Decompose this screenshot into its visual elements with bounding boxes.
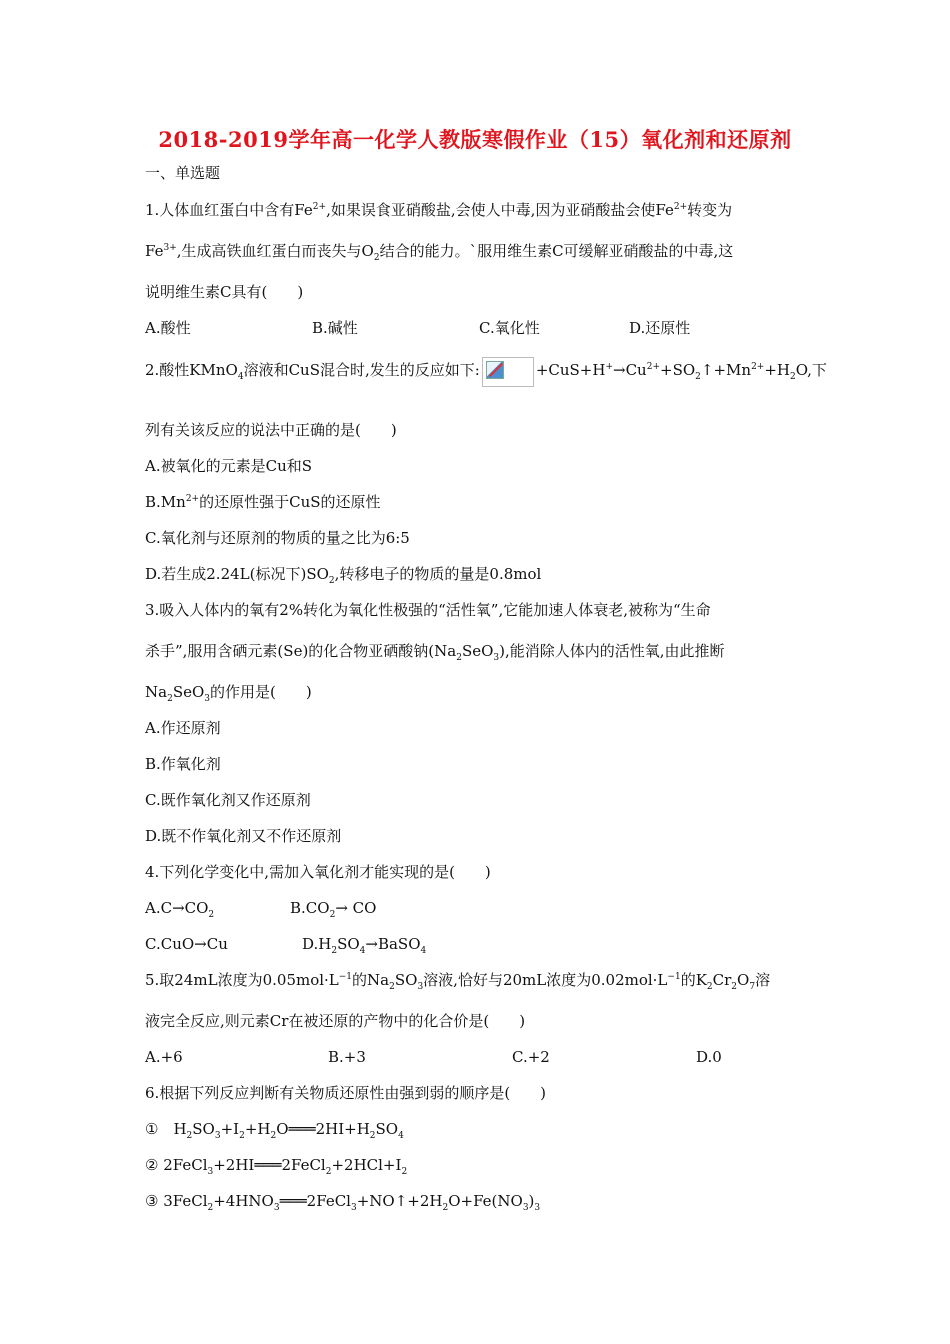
q2-line2: 列有关该反应的说法中正确的是( ) — [145, 421, 397, 439]
q1-option-b: B.碱性 — [312, 319, 358, 337]
q6-reaction-1: ① $H_2SO_3+I_2+H_2O═══2HI+H_2SO_4$ — [145, 1120, 404, 1141]
q1-line3: 说明维生素C具有( ) — [145, 283, 304, 301]
q2-option-a: A.被氧化的元素是Cu和S — [145, 457, 313, 475]
q3-line3: $Na_2SeO_3$的作用是( ) — [145, 683, 312, 704]
q1-option-d: D.还原性 — [629, 319, 691, 337]
q5-option-c: C.+2 — [512, 1048, 550, 1066]
q6-reaction-3: ③ $3FeCl_2+4HNO_3═══2FeCl_3+NO↑+2H_2O+Fe(NO_3)_3$ — [145, 1192, 541, 1213]
q3-option-d: D.既不作氧化剂又不作还原剂 — [145, 827, 342, 845]
q4-line1: 4.下列化学变化中,需加入氧化剂才能实现的是( ) — [145, 863, 491, 881]
q4-option-c: C.CuO→Cu — [145, 935, 228, 953]
q4-option-d: $D.H_2SO_4\to BaSO_4$ — [302, 935, 427, 956]
q2-option-b: $B.Mn^{2+}$的还原性强于CuS的还原性 — [145, 493, 381, 511]
q4-option-a: $A.C\to CO_2$ — [145, 899, 215, 920]
q1-line2: $Fe^{3+}$,生成高铁血红蛋白而丧失与$O_2$结合的能力。`服用维生素C可缓解亚硝酸盐的中毒,这 — [145, 242, 734, 263]
q1-option-c: C.氧化性 — [479, 319, 540, 337]
q3-option-a: A.作还原剂 — [145, 719, 221, 737]
q5-line1: 5.取24mL浓度为$0.05mol\cdot L^{-1}$的$Na_2SO_3$溶液,恰好与20mL浓度为$0.02mol\cdot L^{-1}$的$K_2Cr_2O_7$溶 — [145, 971, 771, 992]
q5-option-a: A.+6 — [145, 1048, 183, 1066]
q3-line2: 杀手”,服用含硒元素(Se)的化合物亚硒酸钠$(Na_2SeO_3)$,能消除人体内的活性氧,由此推断 — [145, 642, 725, 663]
q2-option-c: C.氧化剂与还原剂的物质的量之比为6:5 — [145, 529, 410, 547]
q3-option-c: C.既作氧化剂又作还原剂 — [145, 791, 311, 809]
q5-option-b: B.+3 — [328, 1048, 366, 1066]
q6-line1: 6.根据下列反应判断有关物质还原性由强到弱的顺序是( ) — [145, 1084, 547, 1102]
q2-option-d: D.若生成2.24L(标况下)$SO_2$,转移电子的物质的量是0.8mol — [145, 565, 542, 586]
page-title: 2018-2019学年高一化学人教版寒假作业（15）氧化剂和还原剂 — [158, 127, 792, 152]
section-heading: 一、单选题 — [145, 164, 221, 182]
q1-line1: 1.人体血红蛋白中含有$Fe^{2+}$,如果误食亚硝酸盐,会使人中毒,因为亚硝酸盐会使$Fe^{2+}$转变为 — [145, 201, 733, 219]
q5-line2: 液完全反应,则元素Cr在被还原的产物中的化合价是( ) — [145, 1012, 526, 1030]
broken-image-icon — [482, 357, 534, 387]
q3-line1: 3.吸入人体内的氧有2%转化为氧化性极强的“活性氧”,它能加速人体衰老,被称为“生命 — [145, 601, 711, 619]
q6-reaction-2: ② $2FeCl_3+2HI═══2FeCl_2+2HCl+I_2$ — [145, 1156, 408, 1177]
q2-line1: 2.酸性KMnO$_4$溶液和CuS混合时,发生的反应如下: $+CuS+H^+\to Cu^{2+}+SO_2↑+Mn^{2+}+H_2O$,下 — [145, 357, 827, 387]
q4-option-b: $B.CO_2\to$ CO — [290, 899, 377, 920]
q5-option-d: D.0 — [696, 1048, 722, 1066]
q1-option-a: A.酸性 — [145, 319, 191, 337]
q3-option-b: B.作氧化剂 — [145, 755, 221, 773]
